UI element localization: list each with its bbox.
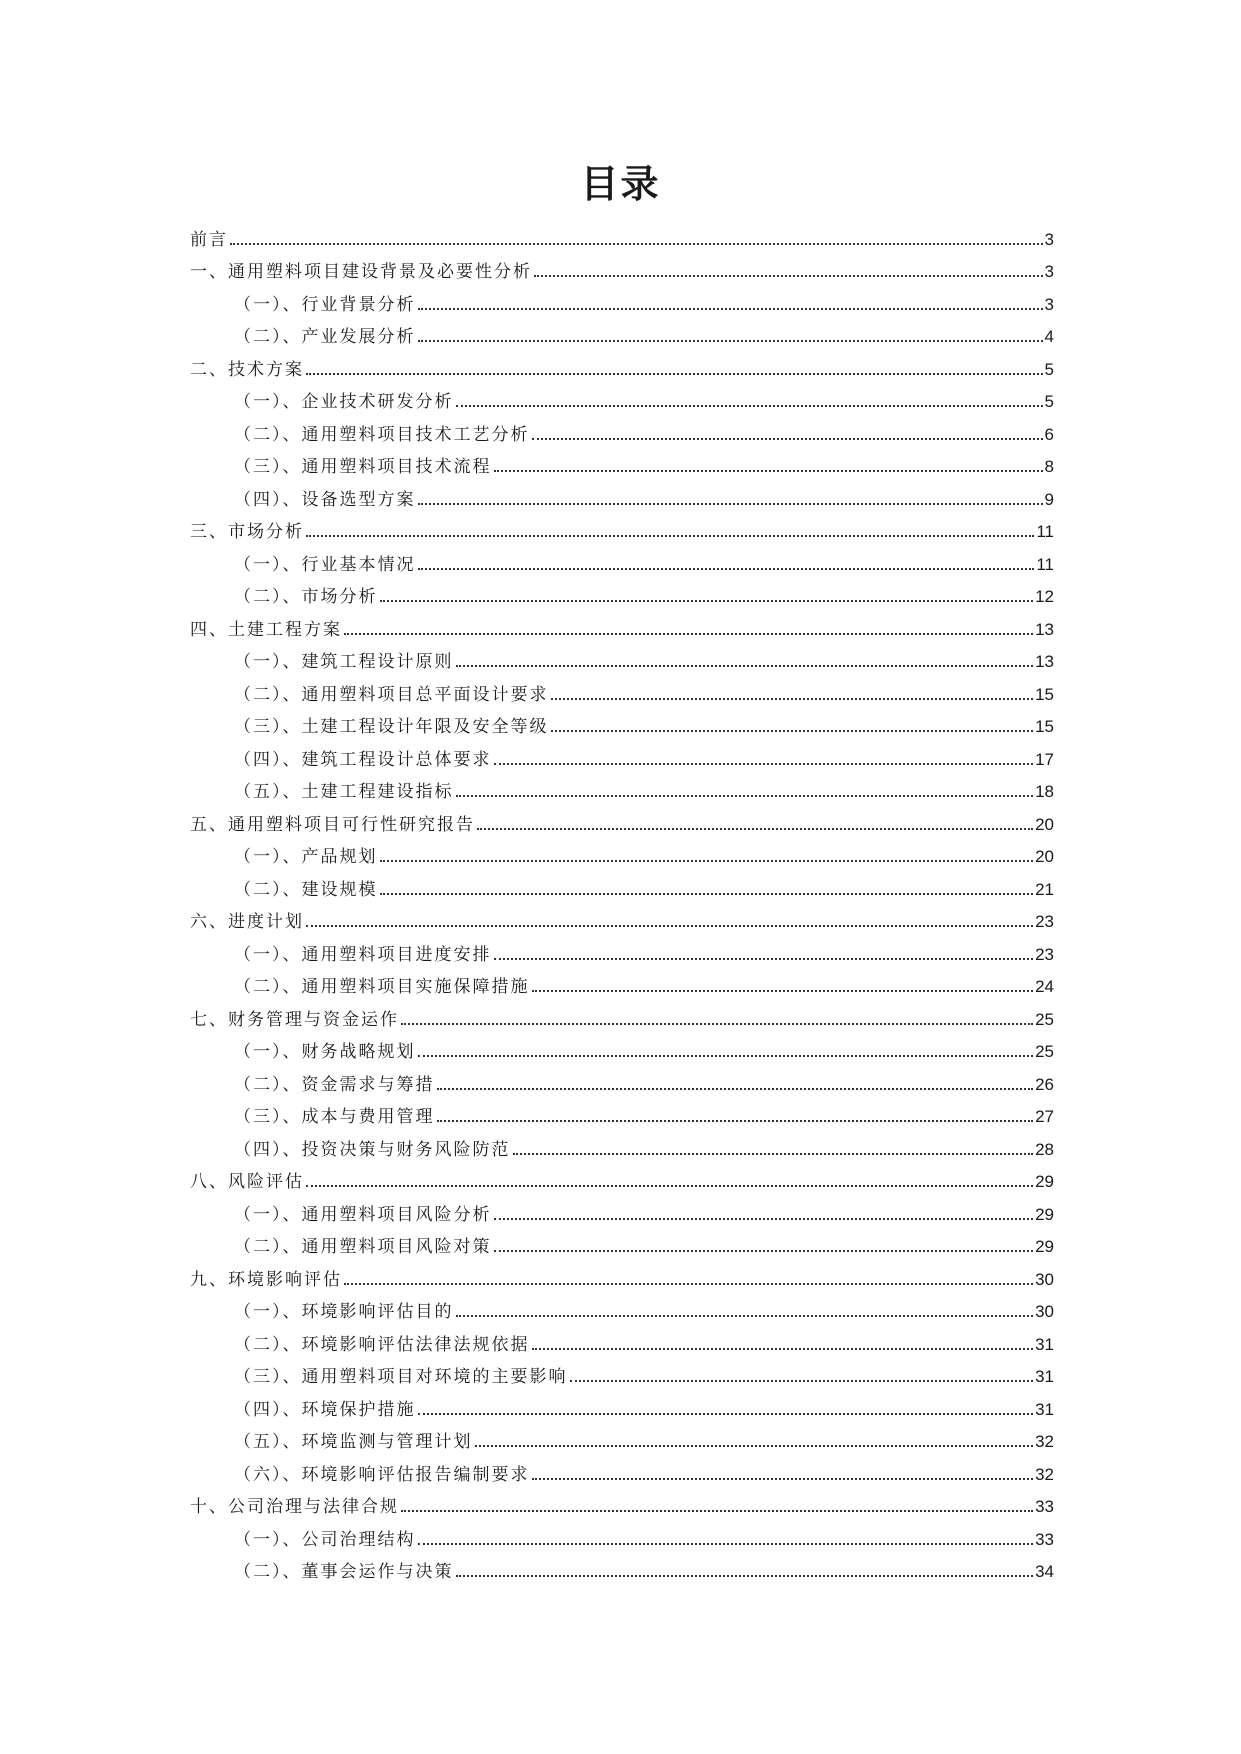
toc-entry-label: （一）、企业技术研发分析 xyxy=(234,392,454,412)
toc-dot-leader xyxy=(477,827,1033,830)
toc-page-number: 5 xyxy=(1044,359,1054,379)
toc-page-number: 13 xyxy=(1035,619,1054,639)
toc-section-entry[interactable] xyxy=(190,576,1054,609)
toc-dot-leader xyxy=(532,1347,1034,1350)
toc-chapter-entry[interactable] xyxy=(190,608,1054,641)
toc-entry-label: （一）、环境影响评估目的 xyxy=(234,1302,454,1322)
toc-section-entry[interactable] xyxy=(190,446,1054,479)
toc-section-entry[interactable] xyxy=(190,1128,1054,1161)
toc-page-number: 15 xyxy=(1035,684,1054,704)
toc-entry-label: （四）、建筑工程设计总体要求 xyxy=(234,749,492,770)
toc-entry-label: （四）、环境保护措施 xyxy=(234,1399,416,1420)
toc-page-number: 31 xyxy=(1035,1399,1054,1419)
toc-dot-leader xyxy=(532,437,1043,440)
toc-dot-leader xyxy=(494,1217,1034,1220)
toc-entry-label: （一）、财务战略规划 xyxy=(234,1042,416,1062)
toc-dot-leader xyxy=(230,242,1043,245)
toc-page-number: 29 xyxy=(1035,1172,1054,1191)
toc-section-entry[interactable] xyxy=(190,868,1054,901)
toc-section-entry[interactable] xyxy=(190,316,1054,349)
toc-dot-leader xyxy=(534,274,1043,277)
toc-entry-label: （二）、产业发展分析 xyxy=(234,327,416,347)
toc-dot-leader xyxy=(513,1152,1034,1155)
toc-page-number: 3 xyxy=(1044,262,1054,281)
toc-entry-label: （二）、通用塑料项目实施保障措施 xyxy=(234,977,530,997)
toc-page-number: 25 xyxy=(1035,1009,1054,1029)
toc-dot-leader xyxy=(456,404,1043,407)
toc-chapter-entry[interactable] xyxy=(190,1161,1054,1194)
toc-entry-label: （一）、建筑工程设计原则 xyxy=(234,652,454,672)
toc-entry-label: （一）、行业基本情况 xyxy=(234,554,416,575)
toc-section-entry[interactable] xyxy=(190,478,1054,511)
toc-chapter-entry[interactable] xyxy=(190,218,1054,251)
toc-entry-label: 五、通用塑料项目可行性研究报告 xyxy=(190,814,475,835)
toc-dot-leader xyxy=(437,1119,1034,1122)
toc-entry-label: 四、土建工程方案 xyxy=(190,619,342,640)
toc-chapter-entry[interactable] xyxy=(190,998,1054,1031)
toc-page-number: 28 xyxy=(1035,1139,1054,1159)
toc-section-entry[interactable] xyxy=(190,771,1054,804)
toc-page-number: 9 xyxy=(1044,489,1054,509)
toc-section-entry[interactable] xyxy=(190,1096,1054,1129)
toc-chapter-entry[interactable] xyxy=(190,348,1054,381)
toc-dot-leader xyxy=(494,469,1043,472)
toc-page-number: 17 xyxy=(1035,749,1054,769)
toc-page-number: 6 xyxy=(1044,424,1054,444)
toc-page-number: 34 xyxy=(1035,1562,1054,1581)
toc-dot-leader xyxy=(380,892,1034,895)
toc-dot-leader xyxy=(494,762,1034,765)
toc-entry-label: （一）、公司治理结构 xyxy=(234,1529,416,1550)
toc-section-entry[interactable] xyxy=(190,836,1054,869)
toc-dot-leader xyxy=(418,339,1043,342)
toc-dot-leader xyxy=(532,989,1034,992)
toc-page-number: 24 xyxy=(1035,977,1054,996)
toc-chapter-entry[interactable] xyxy=(190,251,1054,284)
toc-page-number: 32 xyxy=(1035,1464,1054,1484)
toc-section-entry[interactable] xyxy=(190,381,1054,414)
toc-dot-leader xyxy=(418,1054,1034,1057)
toc-entry-label: （三）、通用塑料项目技术流程 xyxy=(234,457,492,477)
toc-dot-leader xyxy=(418,1412,1034,1415)
toc-dot-leader xyxy=(380,599,1034,602)
toc-page-number: 3 xyxy=(1044,229,1054,249)
toc-page-number: 30 xyxy=(1035,1269,1054,1289)
toc-page-number: 27 xyxy=(1035,1107,1054,1126)
toc-page-number: 29 xyxy=(1035,1204,1054,1224)
toc-entry-label: （二）、资金需求与筹措 xyxy=(234,1074,435,1095)
toc-dot-leader xyxy=(551,729,1034,732)
toc-entry-label: 十、公司治理与法律合规 xyxy=(190,1497,399,1517)
toc-dot-leader xyxy=(306,924,1033,927)
toc-dot-leader xyxy=(418,307,1043,310)
toc-chapter-entry[interactable] xyxy=(190,511,1054,544)
toc-page-number: 29 xyxy=(1035,1237,1054,1256)
toc-page-number: 11 xyxy=(1036,522,1054,541)
toc-page-number: 20 xyxy=(1035,847,1054,866)
toc-entry-label: （二）、董事会运作与决策 xyxy=(234,1562,454,1582)
toc-page-number: 21 xyxy=(1035,879,1054,899)
toc-entry-label: （三）、通用塑料项目对环境的主要影响 xyxy=(234,1367,568,1387)
toc-section-entry[interactable] xyxy=(190,641,1054,674)
toc-entry-label: （五）、土建工程建设指标 xyxy=(234,782,454,802)
toc-entry-label: 八、风险评估 xyxy=(190,1172,304,1192)
toc-entry-label: 二、技术方案 xyxy=(190,359,304,380)
toc-dot-leader xyxy=(306,372,1043,375)
toc-page-number: 23 xyxy=(1035,912,1054,931)
toc-dot-leader xyxy=(306,1184,1033,1187)
toc-page-number: 20 xyxy=(1035,814,1054,834)
toc-section-entry[interactable] xyxy=(190,1388,1054,1421)
toc-section-entry[interactable] xyxy=(190,1453,1054,1486)
toc-entry-label: （二）、通用塑料项目总平面设计要求 xyxy=(234,684,549,705)
toc-page-number: 33 xyxy=(1035,1497,1054,1516)
toc-chapter-entry[interactable] xyxy=(190,1486,1054,1519)
toc-page-number: 8 xyxy=(1044,457,1054,476)
toc-dot-leader xyxy=(456,1574,1034,1577)
toc-dot-leader xyxy=(418,567,1035,570)
toc-page-number: 18 xyxy=(1035,782,1054,801)
toc-entry-label: （一）、通用塑料项目风险分析 xyxy=(234,1204,492,1225)
toc-page-number: 33 xyxy=(1035,1529,1054,1549)
toc-section-entry[interactable] xyxy=(190,1356,1054,1389)
toc-entry-label: 六、进度计划 xyxy=(190,912,304,932)
toc-title: 目录 xyxy=(580,162,661,206)
toc-page-number: 26 xyxy=(1035,1074,1054,1094)
toc-entry-label: 七、财务管理与资金运作 xyxy=(190,1009,399,1030)
toc-page-number: 23 xyxy=(1035,944,1054,964)
toc-section-entry[interactable] xyxy=(190,1063,1054,1096)
toc-section-entry[interactable] xyxy=(190,673,1054,706)
toc-entry-label: （二）、通用塑料项目风险对策 xyxy=(234,1237,492,1257)
toc-entry-label: （三）、成本与费用管理 xyxy=(234,1107,435,1127)
toc-dot-leader xyxy=(401,1509,1033,1512)
toc-entry-label: （二）、建设规模 xyxy=(234,879,378,900)
toc-dot-leader xyxy=(437,1087,1034,1090)
toc-section-entry[interactable] xyxy=(190,1193,1054,1226)
toc-dot-leader xyxy=(418,502,1043,505)
toc-entry-label: 一、通用塑料项目建设背景及必要性分析 xyxy=(190,262,532,282)
toc-page-number: 3 xyxy=(1044,294,1054,314)
toc-dot-leader xyxy=(494,1249,1034,1252)
toc-dot-leader xyxy=(570,1379,1034,1382)
toc-entry-label: （三）、土建工程设计年限及安全等级 xyxy=(234,717,549,737)
toc-dot-leader xyxy=(456,664,1034,667)
toc-entry-label: （二）、环境影响评估法律法规依据 xyxy=(234,1334,530,1355)
toc-dot-leader xyxy=(380,859,1034,862)
toc-page-number: 11 xyxy=(1036,554,1054,574)
toc-section-entry[interactable] xyxy=(190,1291,1054,1324)
toc-entry-label: （一）、行业背景分析 xyxy=(234,294,416,315)
toc-entry-label: 九、环境影响评估 xyxy=(190,1269,342,1290)
toc-section-entry[interactable] xyxy=(190,1518,1054,1551)
toc-entry-label: （二）、通用塑料项目技术工艺分析 xyxy=(234,424,530,445)
toc-dot-leader xyxy=(401,1022,1033,1025)
toc-page-number: 25 xyxy=(1035,1042,1054,1061)
toc-page-number: 31 xyxy=(1035,1334,1054,1354)
toc-entry-label: （二）、市场分析 xyxy=(234,587,378,607)
toc-chapter-entry[interactable] xyxy=(190,803,1054,836)
toc-dot-leader xyxy=(456,794,1034,797)
toc-section-entry[interactable] xyxy=(190,1323,1054,1356)
toc-section-entry[interactable] xyxy=(190,706,1054,739)
toc-entry-label: （一）、产品规划 xyxy=(234,847,378,867)
toc-page-number: 12 xyxy=(1035,587,1054,606)
toc-entry-label: 三、市场分析 xyxy=(190,522,304,542)
toc-section-entry[interactable] xyxy=(190,283,1054,316)
toc-section-entry[interactable] xyxy=(190,413,1054,446)
toc-section-entry[interactable] xyxy=(190,543,1054,576)
toc-dot-leader xyxy=(418,1542,1034,1545)
toc-page-number: 30 xyxy=(1035,1302,1054,1321)
toc-page-number: 4 xyxy=(1044,327,1054,346)
toc-section-entry[interactable] xyxy=(190,933,1054,966)
toc-section-entry[interactable] xyxy=(190,1031,1054,1064)
toc-section-entry[interactable] xyxy=(190,1551,1054,1584)
toc-page-number: 32 xyxy=(1035,1432,1054,1451)
toc-entry-label: （一）、通用塑料项目进度安排 xyxy=(234,944,492,965)
toc-entry-label: 前言 xyxy=(190,229,228,250)
toc-page-number: 13 xyxy=(1035,652,1054,671)
toc-dot-leader xyxy=(344,632,1033,635)
table-of-contents xyxy=(190,218,1054,1583)
toc-page-number: 15 xyxy=(1035,717,1054,736)
toc-section-entry[interactable] xyxy=(190,1421,1054,1454)
toc-entry-label: （四）、设备选型方案 xyxy=(234,489,416,510)
toc-dot-leader xyxy=(475,1444,1034,1447)
toc-chapter-entry[interactable] xyxy=(190,1258,1054,1291)
toc-dot-leader xyxy=(306,534,1034,537)
toc-entry-label: （四）、投资决策与财务风险防范 xyxy=(234,1139,511,1160)
toc-page-number: 31 xyxy=(1035,1367,1054,1386)
toc-section-entry[interactable] xyxy=(190,1226,1054,1259)
toc-dot-leader xyxy=(494,957,1034,960)
toc-dot-leader xyxy=(532,1477,1034,1480)
toc-section-entry[interactable] xyxy=(190,966,1054,999)
toc-dot-leader xyxy=(456,1314,1034,1317)
toc-dot-leader xyxy=(551,697,1034,700)
toc-section-entry[interactable] xyxy=(190,738,1054,771)
toc-entry-label: （五）、环境监测与管理计划 xyxy=(234,1432,473,1452)
toc-chapter-entry[interactable] xyxy=(190,901,1054,934)
toc-dot-leader xyxy=(344,1282,1033,1285)
toc-entry-label: （六）、环境影响评估报告编制要求 xyxy=(234,1464,530,1485)
toc-page-number: 5 xyxy=(1044,392,1054,411)
